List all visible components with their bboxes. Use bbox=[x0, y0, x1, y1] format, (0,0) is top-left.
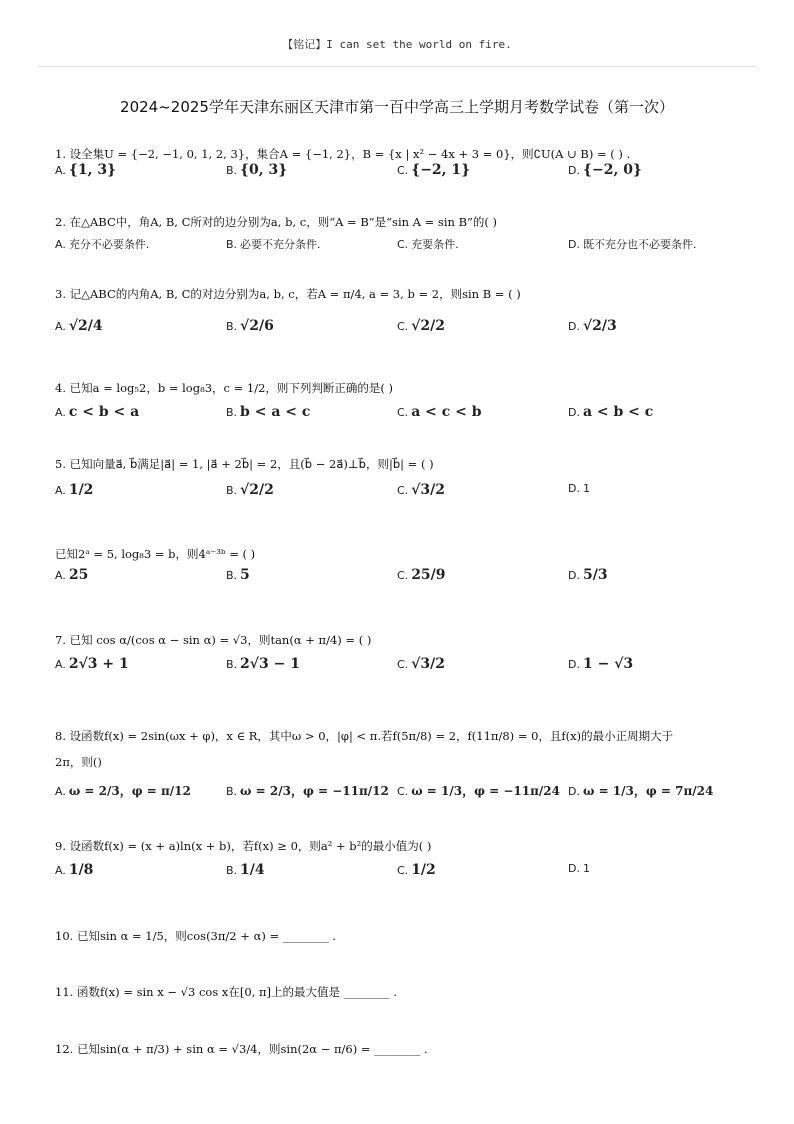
option-value: ω = 1/3，φ = −11π/24 bbox=[411, 784, 560, 798]
option-value: √3/2 bbox=[411, 482, 445, 498]
option-label: B. bbox=[226, 164, 238, 177]
option-value: 1/8 bbox=[68, 862, 94, 878]
option-label: D. bbox=[568, 482, 580, 495]
option-value: a < c < b bbox=[411, 404, 482, 420]
option-label: A. bbox=[55, 658, 66, 671]
question-stem: 8. 设函数f(x) = 2sin(ωx + φ)，x ∈ R，其中ω > 0，|φ| < π.若f(5π/8) = 2，f(11π/8) = 0，且f(x)的最小正周期大于 bbox=[55, 729, 674, 743]
option-value: ω = 2/3，φ = −11π/12 bbox=[240, 784, 389, 798]
question-stem-continued: 2π，则() bbox=[55, 755, 102, 769]
option-a bbox=[55, 162, 116, 178]
option-value: 充分不必要条件. bbox=[68, 238, 150, 251]
option-label: D. bbox=[568, 406, 580, 419]
option-a bbox=[55, 482, 93, 498]
option-d bbox=[568, 318, 617, 334]
option-value: √2/2 bbox=[240, 482, 274, 498]
option-b bbox=[226, 236, 321, 252]
option-d bbox=[568, 162, 642, 178]
option-label: C. bbox=[397, 785, 409, 798]
question-stem: 2. 在△ABC中，角A, B, C所对的边分别为a, b, c，则“A = B”是“sin A = sin B”的( ) bbox=[55, 215, 498, 229]
option-label: B. bbox=[226, 569, 238, 582]
question-stem: 已知2ᵃ = 5, log₈3 = b，则4ᵃ⁻³ᵇ = ( ) bbox=[55, 547, 256, 561]
option-label: A. bbox=[55, 569, 66, 582]
option-value: 2√3 + 1 bbox=[68, 656, 129, 672]
option-value: 1 − √3 bbox=[582, 656, 634, 672]
option-b bbox=[226, 567, 250, 583]
option-label: D. bbox=[568, 320, 580, 333]
option-value: {−2, 1} bbox=[411, 162, 471, 178]
option-c bbox=[397, 567, 446, 583]
option-label: C. bbox=[397, 864, 409, 877]
option-label: B. bbox=[226, 320, 238, 333]
option-a bbox=[55, 862, 93, 878]
page-header-motto: 【铭记】I can set the world on fire. bbox=[282, 38, 512, 51]
option-label: A. bbox=[55, 238, 66, 251]
option-value: b < a < c bbox=[240, 404, 311, 420]
question-stem: 7. 已知 cos α/(cos α − sin α) = √3，则tan(α + π/4) = ( ) bbox=[55, 633, 372, 647]
option-value: {−2, 0} bbox=[582, 162, 642, 178]
option-b bbox=[226, 782, 389, 799]
option-label: A. bbox=[55, 406, 66, 419]
option-value: 必要不充分条件. bbox=[240, 238, 321, 251]
option-b bbox=[226, 162, 287, 178]
question-12: 12. 已知sin(α + π/3) + sin α = √3/4，则sin(2α − π/6) = ________ . bbox=[55, 1042, 428, 1056]
option-value: 25/9 bbox=[411, 567, 446, 583]
option-b bbox=[226, 318, 274, 334]
option-label: B. bbox=[226, 406, 238, 419]
option-a bbox=[55, 318, 103, 334]
option-value: 1/2 bbox=[68, 482, 94, 498]
option-d bbox=[568, 567, 608, 583]
option-d bbox=[568, 862, 590, 875]
option-label: A. bbox=[55, 864, 66, 877]
option-value: {1, 3} bbox=[68, 162, 117, 178]
option-d bbox=[568, 782, 713, 799]
option-a bbox=[55, 656, 129, 672]
question-stem: 4. 已知a = log₅2，b = log₈3，c = 1/2，则下列判断正确的是( ) bbox=[55, 381, 394, 395]
question-stem: 1. 设全集U = {−2, −1, 0, 1, 2, 3}，集合A = {−1, 2}，B = {x | x² − 4x + 3 = 0}，则∁U(A ∪ B) = ( ) . bbox=[55, 147, 631, 161]
option-label: D. bbox=[568, 569, 580, 582]
option-d bbox=[568, 404, 653, 420]
option-b bbox=[226, 862, 265, 878]
question-stem: 9. 设函数f(x) = (x + a)ln(x + b)，若f(x) ≥ 0，则a² + b²的最小值为( ) bbox=[55, 839, 432, 853]
option-value: 2√3 − 1 bbox=[240, 656, 300, 672]
exam-title: 2024~2025学年天津东丽区天津市第一百中学高三上学期月考数学试卷（第一次） bbox=[120, 98, 674, 116]
option-label: C. bbox=[397, 320, 409, 333]
option-value: c < b < a bbox=[68, 404, 140, 420]
option-label: C. bbox=[397, 238, 409, 251]
option-value: √2/4 bbox=[68, 318, 103, 334]
option-value: ω = 2/3，φ = π/12 bbox=[68, 784, 191, 798]
option-c bbox=[397, 162, 470, 178]
header-divider bbox=[38, 66, 756, 67]
option-b bbox=[226, 404, 310, 420]
option-c bbox=[397, 656, 445, 672]
option-value: 充要条件. bbox=[411, 238, 459, 251]
option-a bbox=[55, 782, 191, 799]
question-stem: 5. 已知向量a⃗, b⃗满足|a⃗| = 1, |a⃗ + 2b⃗| = 2，且(b⃗ − 2a⃗)⊥b⃗，则|b⃗| = ( ) bbox=[55, 457, 434, 471]
option-c bbox=[397, 318, 445, 334]
option-a bbox=[55, 236, 149, 252]
question-10: 10. 已知sin α = 1/5，则cos(3π/2 + α) = ________ . bbox=[55, 929, 337, 943]
option-label: A. bbox=[55, 320, 66, 333]
option-label: C. bbox=[397, 164, 409, 177]
option-value: ω = 1/3，φ = 7π/24 bbox=[582, 784, 714, 798]
question-stem: 3. 记△ABC的内角A, B, C的对边分别为a, b, c，若A = π/4, a = 3, b = 2，则sin B = ( ) bbox=[55, 287, 521, 301]
option-label: C. bbox=[397, 569, 409, 582]
option-value: 既不充分也不必要条件. bbox=[582, 238, 697, 251]
option-c bbox=[397, 862, 436, 878]
option-label: A. bbox=[55, 484, 66, 497]
option-label: B. bbox=[226, 785, 238, 798]
option-value: 25 bbox=[68, 567, 89, 583]
option-c bbox=[397, 782, 560, 799]
option-d bbox=[568, 236, 696, 252]
option-label: B. bbox=[226, 484, 238, 497]
option-label: D. bbox=[568, 785, 580, 798]
option-c bbox=[397, 404, 482, 420]
option-label: D. bbox=[568, 164, 580, 177]
option-value: 1 bbox=[582, 862, 590, 875]
option-a bbox=[55, 404, 139, 420]
option-value: √2/2 bbox=[411, 318, 445, 334]
option-c bbox=[397, 482, 445, 498]
option-a bbox=[55, 567, 88, 583]
option-d bbox=[568, 656, 633, 672]
option-label: D. bbox=[568, 658, 580, 671]
option-label: B. bbox=[226, 658, 238, 671]
option-value: 1 bbox=[582, 482, 590, 495]
option-label: A. bbox=[55, 785, 66, 798]
option-value: a < b < c bbox=[582, 404, 654, 420]
option-label: A. bbox=[55, 164, 66, 177]
option-label: C. bbox=[397, 484, 409, 497]
option-b bbox=[226, 482, 274, 498]
option-value: √3/2 bbox=[411, 656, 445, 672]
question-11: 11. 函数f(x) = sin x − √3 cos x在[0, π]上的最大值是 ________ . bbox=[55, 985, 398, 999]
option-value: 5 bbox=[240, 567, 250, 583]
option-label: D. bbox=[568, 862, 580, 875]
option-value: 5/3 bbox=[582, 567, 608, 583]
option-c bbox=[397, 236, 459, 252]
option-label: C. bbox=[397, 658, 409, 671]
option-value: {0, 3} bbox=[240, 162, 288, 178]
option-label: B. bbox=[226, 238, 238, 251]
option-label: D. bbox=[568, 238, 580, 251]
option-value: 1/4 bbox=[240, 862, 265, 878]
option-b bbox=[226, 656, 300, 672]
option-value: 1/2 bbox=[411, 862, 436, 878]
option-label: B. bbox=[226, 864, 238, 877]
option-value: √2/6 bbox=[240, 318, 274, 334]
option-d bbox=[568, 482, 590, 495]
option-value: √2/3 bbox=[582, 318, 617, 334]
option-label: C. bbox=[397, 406, 409, 419]
